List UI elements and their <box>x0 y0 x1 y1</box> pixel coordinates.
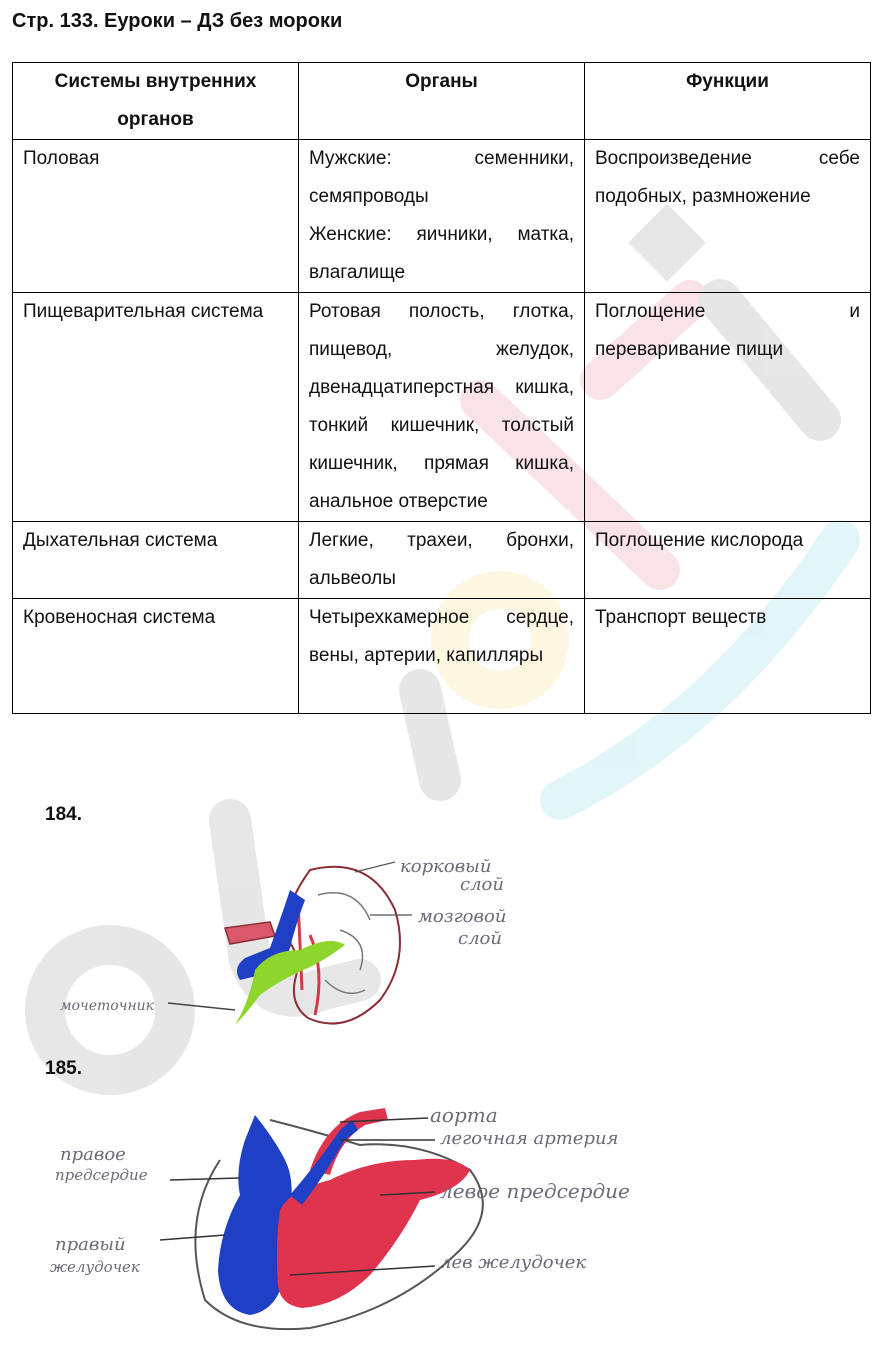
system-cell: Пищеварительная система <box>13 293 299 522</box>
table-header-row <box>13 63 871 140</box>
label-cortex-2: слой <box>460 874 504 895</box>
table-row <box>13 599 871 714</box>
organs-female: Женские: яичники, матка, влагалище <box>309 224 574 283</box>
label-medulla-2: слой <box>458 928 502 949</box>
label-left-atrium: левое предсердие <box>440 1179 630 1203</box>
system-cell: Дыхательная система <box>13 522 299 599</box>
label-pulmonary-artery: легочная артерия <box>440 1128 619 1149</box>
organs-cell: Легкие, трахеи, бронхи, альвеолы <box>299 522 585 599</box>
label-right-atrium-1: правое <box>60 1144 126 1165</box>
label-right-ventricle-1: правый <box>55 1234 126 1255</box>
organs-cell <box>299 140 585 293</box>
label-right-ventricle-2: желудочек <box>50 1258 140 1276</box>
function-cell: Воспроизведение себе подобных, размножение <box>585 140 871 293</box>
header-functions: Функции <box>585 63 871 140</box>
label-cortex-1: корковый <box>400 856 492 877</box>
table-row <box>13 293 871 522</box>
heart-drawing <box>40 1100 680 1336</box>
task-184-number: 184. <box>45 804 82 825</box>
organs-cell: Ротовая полость, глотка, пищевод, желудок, двенадцатиперстная кишка, тонкий кишечник, толстый кишечник, прямая кишка, анальное отверстие <box>299 293 585 522</box>
label-medulla-1: мозговой <box>418 906 507 927</box>
header-organs: Органы <box>299 63 585 140</box>
organs-male: Мужские: семенники, семяпроводы <box>309 148 574 207</box>
page-title: Стр. 133. Еуроки – ДЗ без мороки <box>12 10 343 32</box>
table-row <box>13 522 871 599</box>
label-right-atrium-2: предсердие <box>55 1166 148 1184</box>
label-ureter: мочеточник <box>60 998 155 1014</box>
function-cell: Поглощение кислорода <box>585 522 871 599</box>
system-cell: Кровеносная система <box>13 599 299 714</box>
header-systems: Системы внутренних органов <box>13 63 299 140</box>
label-aorta: аорта <box>430 1103 498 1127</box>
organ-systems-table <box>12 62 871 714</box>
ureter-pointer <box>168 1003 235 1010</box>
function-cell: Поглощение и переваривание пищи <box>585 293 871 522</box>
system-cell: Половая <box>13 140 299 293</box>
function-cell: Транспорт веществ <box>585 599 871 714</box>
kidney-drawing <box>40 840 560 1040</box>
label-left-ventricle: лев желудочек <box>440 1252 587 1273</box>
renal-artery <box>225 922 275 944</box>
table-row <box>13 140 871 293</box>
organs-cell: Четырехкамерное сердце, вены, артерии, капилляры <box>299 599 585 714</box>
task-185-number: 185. <box>45 1058 82 1079</box>
